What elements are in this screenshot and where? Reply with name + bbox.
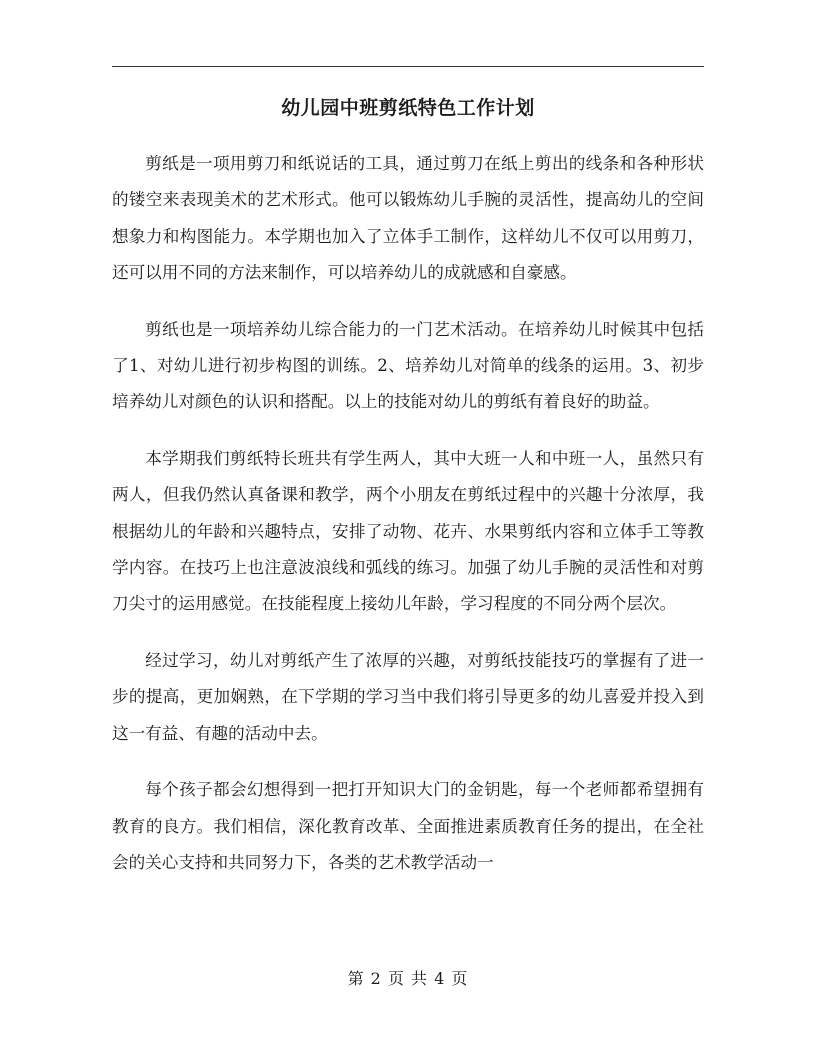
paragraph-2: 剪纸也是一项培养幼儿综合能力的一门艺术活动。在培养幼儿时候其中包括了1、对幼儿进行初步构图的训练。2、培养幼儿对简单的线条的运用。3、初步培养幼儿对颜色的认识和搭配。以上的技能对幼儿的剪纸有着良好的助益。 [112,319,704,412]
paragraph-4: 经过学习，幼儿对剪纸产生了浓厚的兴趣，对剪纸技能技巧的掌握有了进一步的提高，更加娴熟，在下学期的学习当中我们将引导更多的幼儿喜爱并投入到这一有益、有趣的活动中去。 [112,650,704,743]
page-number: 第 2 页 共 4 页 [347,969,469,988]
document-title: 幼儿园中班剪纸特色工作计划 [281,97,535,119]
paragraph-5: 每个孩子都会幻想得到一把打开知识大门的金钥匙，每一个老师都希望拥有教育的良方。我们相信，深化教育改革、全面推进素质教育任务的提出，在全社会的关心支持和共同努力下，各类的艺术教学活动一 [112,780,704,872]
paragraph-3: 本学期我们剪纸特长班共有学生两人，其中大班一人和中班一人，虽然只有两人，但我仍然认真备课和教学，两个小朋友在剪纸过程中的兴趣十分浓厚，我根据幼儿的年龄和兴趣特点，安排了动物、花卉、水果剪纸内容和立体手工等教学内容。在技巧上也注意波浪线和弧线的练习。加强了幼儿手腕的灵活性和对剪刀尖寸的运用感觉。在技能程度上接幼儿年龄，学习程度的不同分两个层次。 [112,448,704,614]
header-rule [112,66,704,67]
paragraph-1: 剪纸是一项用剪刀和纸说话的工具，通过剪刀在纸上剪出的线条和各种形状的镂空来表现美术的艺术形式。他可以锻炼幼儿手腕的灵活性，提高幼儿的空间想象力和构图能力。本学期也加入了立体手工制作，这样幼儿不仅可以用剪刀，还可以用不同的方法来制作，可以培养幼儿的成就感和自豪感。 [112,154,704,283]
document-body [112,146,704,901]
